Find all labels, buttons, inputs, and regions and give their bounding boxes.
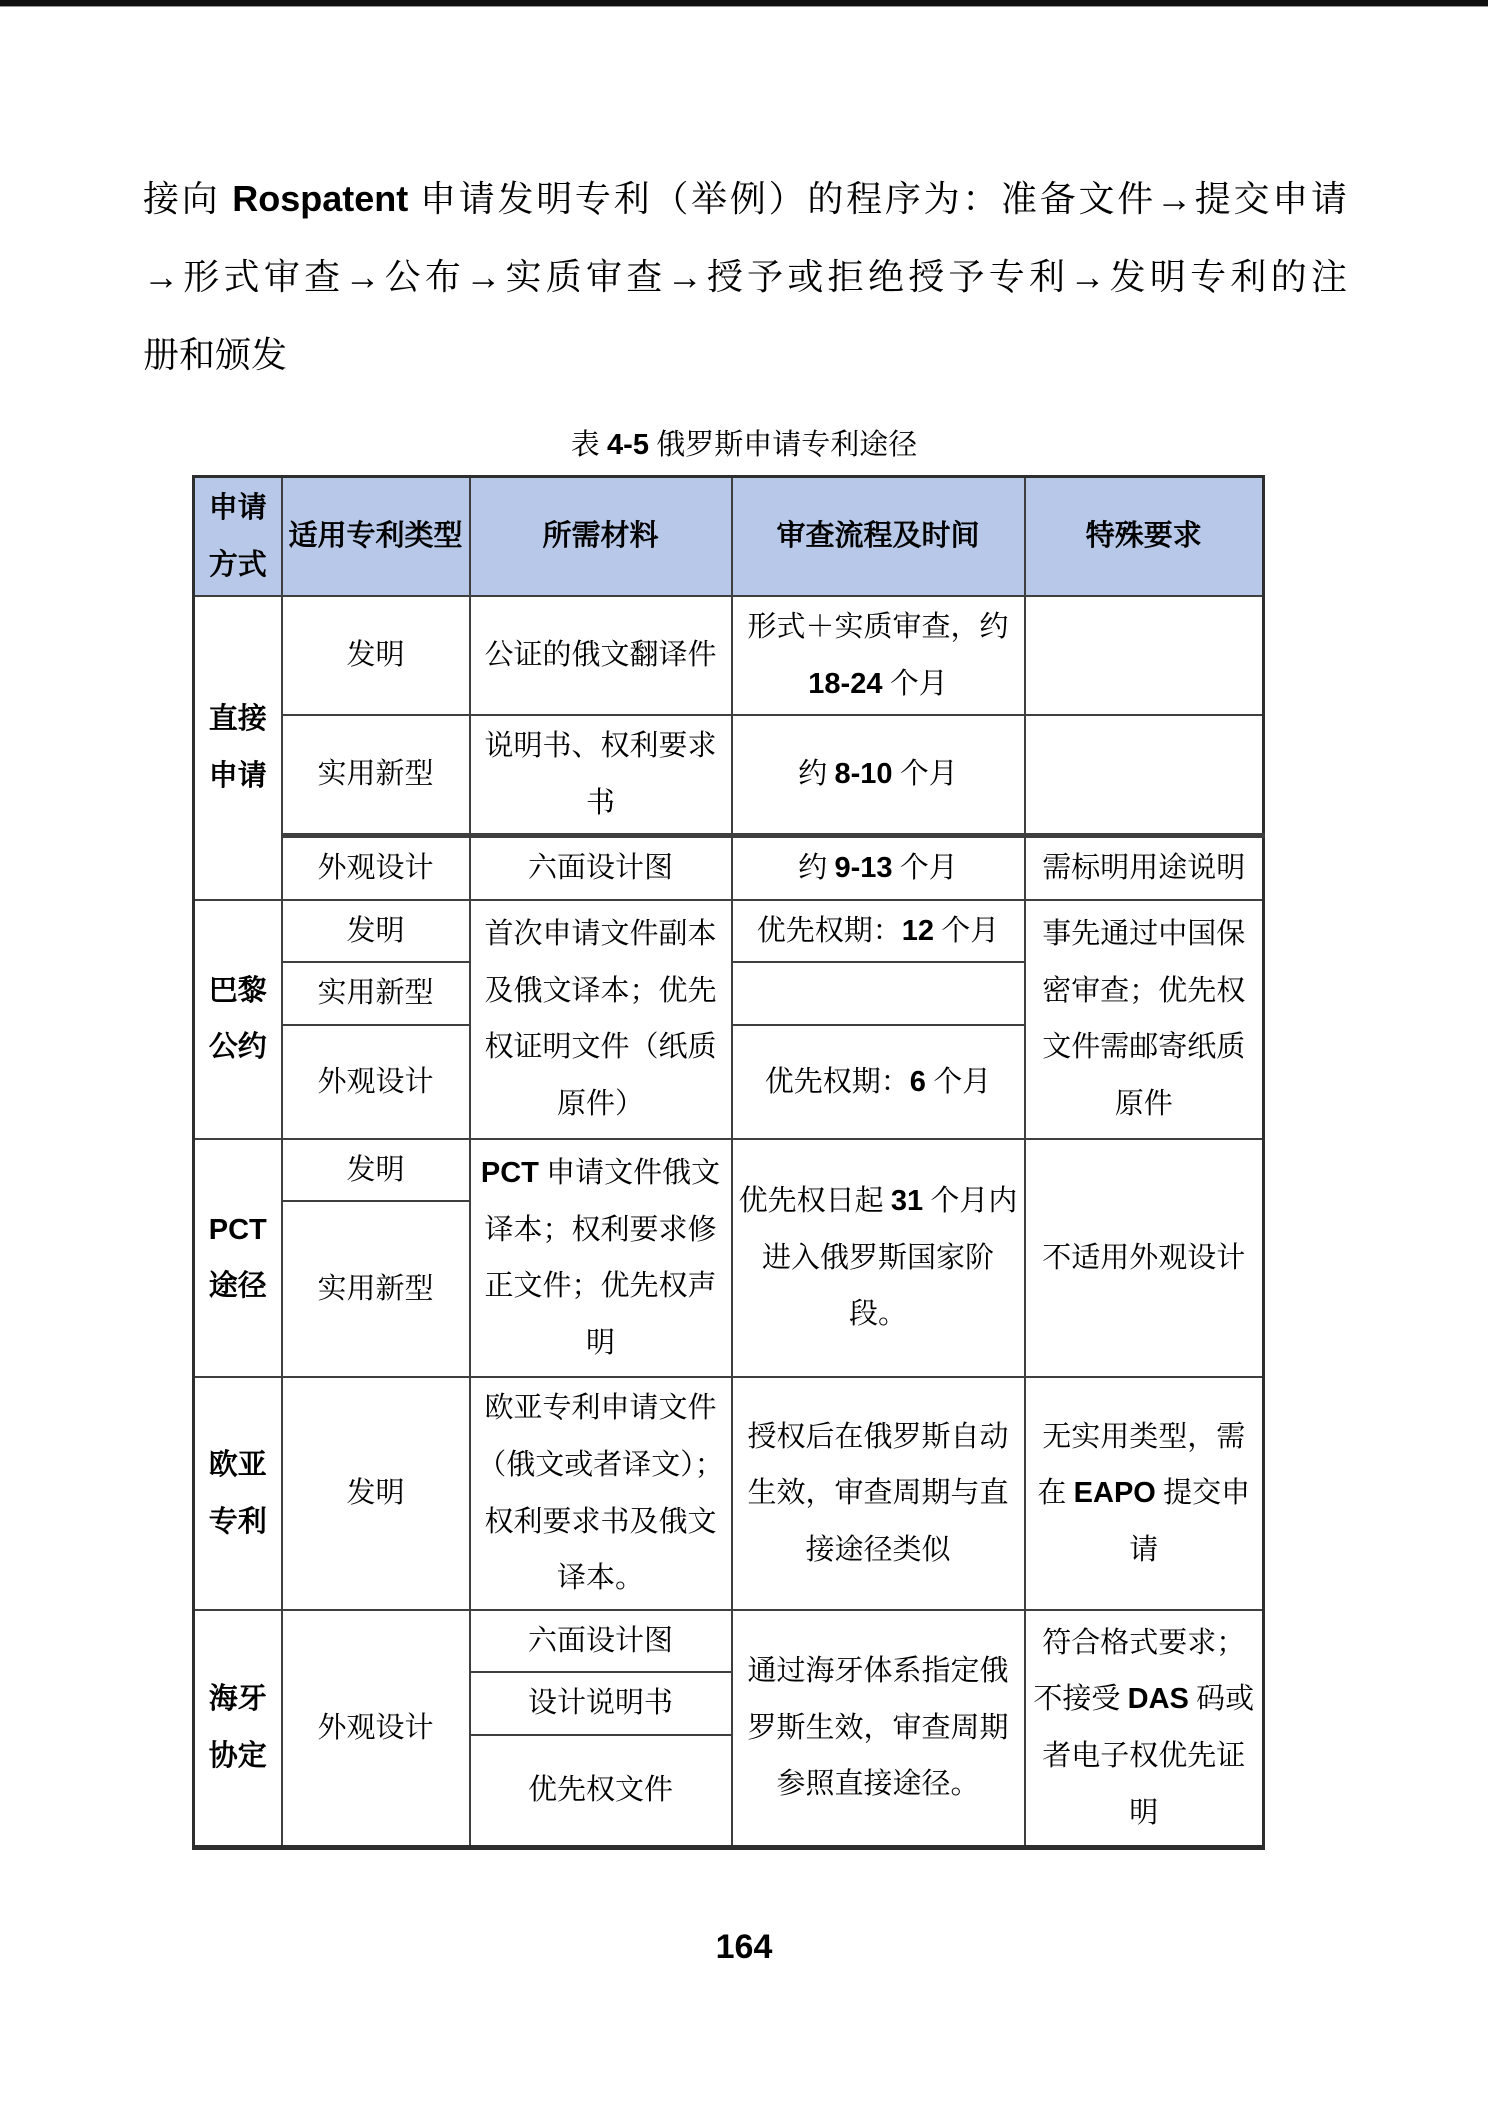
cell-method: 巴黎公约 [194, 900, 282, 1139]
cell-materials: 设计说明书 [470, 1672, 732, 1735]
cell-process: 通过海牙体系指定俄罗斯生效，审查周期参照直接途径。 [732, 1610, 1025, 1848]
cell-process: 形式＋实质审查，约 18-24 个月 [732, 596, 1025, 715]
page-top-border [0, 0, 1488, 7]
cell-materials: 欧亚专利申请文件（俄文或者译文）；权利要求书及俄文译本。 [470, 1377, 732, 1609]
cell-process: 约 9-13 个月 [732, 836, 1025, 900]
header-process-time: 审查流程及时间 [732, 477, 1025, 597]
cell-patent-type: 实用新型 [282, 962, 470, 1025]
table-caption: 表 4-5 俄罗斯申请专利途径 [570, 429, 918, 461]
cell-process: 约 8-10 个月 [732, 715, 1025, 836]
cell-materials: 六面设计图 [470, 836, 732, 900]
cell-special [1025, 596, 1264, 715]
cell-process: 优先权期：6 个月 [732, 1025, 1025, 1139]
cell-patent-type: 外观设计 [282, 1610, 470, 1848]
cell-method: 海牙协定 [194, 1610, 282, 1848]
cell-special: 符合格式要求；不接受 DAS 码或者电子权优先证明 [1025, 1610, 1264, 1848]
paragraph-line: 册和颁发 [143, 335, 288, 375]
cell-method: PCT 途径 [194, 1139, 282, 1378]
cell-patent-type: 实用新型 [282, 715, 470, 836]
cell-materials: 首次申请文件副本及俄文译本；优先权证明文件（纸质原件） [470, 900, 732, 1139]
cell-patent-type: 发明 [282, 1377, 470, 1609]
cell-special: 需标明用途说明 [1025, 836, 1264, 900]
cell-method: 欧亚专利 [194, 1377, 282, 1609]
cell-materials: PCT 申请文件俄文译本；权利要求修正文件；优先权声明 [470, 1139, 732, 1378]
cell-materials: 优先权文件 [470, 1735, 732, 1848]
cell-process: 授权后在俄罗斯自动生效，审查周期与直接途径类似 [732, 1377, 1025, 1609]
cell-patent-type: 外观设计 [282, 1025, 470, 1139]
header-materials: 所需材料 [470, 477, 732, 597]
cell-special: 无实用类型，需在 EAPO 提交申请 [1025, 1377, 1264, 1609]
cell-special [1025, 715, 1264, 836]
cell-process [732, 962, 1025, 1025]
table-container [192, 475, 1265, 1850]
cell-special: 事先通过中国保密审查；优先权文件需邮寄纸质原件 [1025, 900, 1264, 1139]
cell-materials: 公证的俄文翻译件 [470, 596, 732, 715]
cell-special: 不适用外观设计 [1025, 1139, 1264, 1378]
cell-patent-type: 发明 [282, 1139, 470, 1202]
cell-patent-type: 发明 [282, 900, 470, 963]
paragraph-line: 接向 Rospatent 申请发明专利（举例）的程序为：准备文件→提交申请 [143, 178, 1347, 219]
cell-materials: 说明书、权利要求书 [470, 715, 732, 836]
cell-materials: 六面设计图 [470, 1610, 732, 1673]
header-special-requirements: 特殊要求 [1025, 477, 1264, 597]
header-application-method: 申请方式 [194, 477, 282, 597]
cell-patent-type: 发明 [282, 596, 470, 715]
paragraph-line: →形式审查→公布→实质审查→授予或拒绝授予专利→发明专利的注 [143, 257, 1347, 297]
header-patent-type: 适用专利类型 [282, 477, 470, 597]
patent-routes-table [192, 475, 1265, 1850]
cell-patent-type: 实用新型 [282, 1201, 470, 1377]
cell-process: 优先权期：12 个月 [732, 900, 1025, 963]
cell-method: 直接申请 [194, 596, 282, 900]
body-paragraph [143, 160, 1347, 394]
cell-patent-type: 外观设计 [282, 836, 470, 900]
cell-process: 优先权日起 31 个月内进入俄罗斯国家阶段。 [732, 1139, 1025, 1378]
page-number: 164 [715, 1928, 773, 1966]
